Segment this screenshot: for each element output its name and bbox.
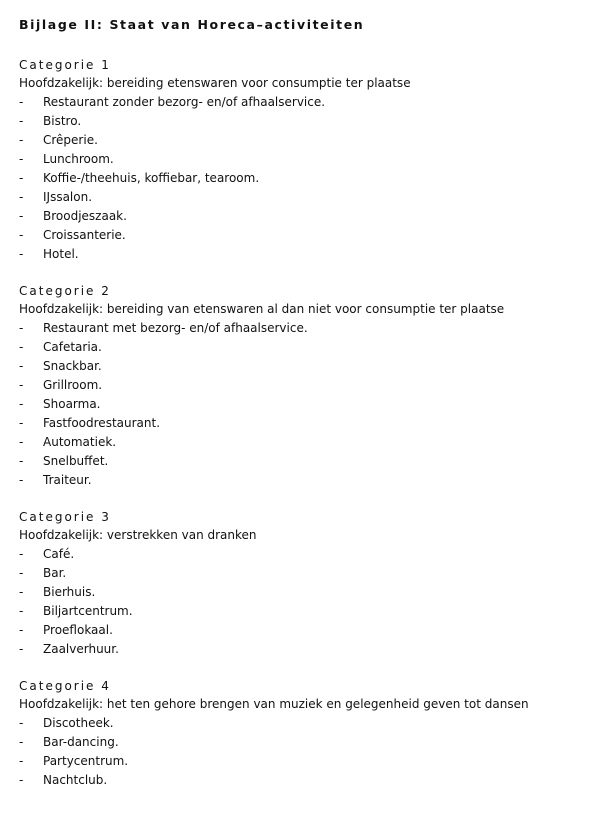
list-item <box>19 414 589 433</box>
list-item-text: Snelbuffet. <box>43 454 109 468</box>
list-item <box>19 150 589 169</box>
list-item-text: Bistro. <box>43 114 82 128</box>
list-item <box>19 433 589 452</box>
bullet-dash: - <box>19 642 24 656</box>
bullet-dash: - <box>19 190 24 204</box>
list-item-text: Hotel. <box>43 247 79 261</box>
bullet-dash: - <box>19 152 24 166</box>
category-2 <box>19 282 589 490</box>
list-item <box>19 319 589 338</box>
category-heading: Categorie 3 <box>19 510 111 524</box>
bullet-dash: - <box>19 754 24 768</box>
category-1 <box>19 56 589 264</box>
category-heading: Categorie 1 <box>19 58 111 72</box>
bullet-dash: - <box>19 95 24 109</box>
list-item <box>19 471 589 490</box>
list-item-text: Traiteur. <box>43 473 92 487</box>
bullet-dash: - <box>19 114 24 128</box>
list-item <box>19 733 589 752</box>
bullet-dash: - <box>19 378 24 392</box>
list-item-text: Snackbar. <box>43 359 102 373</box>
list-item <box>19 338 589 357</box>
bullet-dash: - <box>19 321 24 335</box>
list-item-text: IJssalon. <box>43 190 93 204</box>
category-3 <box>19 508 589 659</box>
list-item-text: Shoarma. <box>43 397 101 411</box>
list-item-text: Cafetaria. <box>43 340 102 354</box>
bullet-dash: - <box>19 133 24 147</box>
list-item <box>19 714 589 733</box>
list-item-text: Fastfoodrestaurant. <box>43 416 161 430</box>
list-item-text: Lunchroom. <box>43 152 114 166</box>
bullet-dash: - <box>19 623 24 637</box>
category-heading: Categorie 2 <box>19 284 111 298</box>
bullet-dash: - <box>19 547 24 561</box>
bullet-dash: - <box>19 473 24 487</box>
bullet-dash: - <box>19 171 24 185</box>
list-item-text: Bierhuis. <box>43 585 96 599</box>
bullet-dash: - <box>19 604 24 618</box>
list-item <box>19 545 589 564</box>
list-item <box>19 395 589 414</box>
category-4 <box>19 677 589 790</box>
category-item-list <box>19 714 589 790</box>
bullet-dash: - <box>19 340 24 354</box>
list-item <box>19 452 589 471</box>
bullet-dash: - <box>19 585 24 599</box>
list-item <box>19 583 589 602</box>
category-description: Hoofdzakelijk: het ten gehore brengen van muziek en gelegenheid geven tot dansen <box>19 697 529 711</box>
list-item <box>19 602 589 621</box>
bullet-dash: - <box>19 416 24 430</box>
category-heading: Categorie 4 <box>19 679 111 693</box>
list-item <box>19 226 589 245</box>
list-item-text: Restaurant zonder bezorg- en/of afhaalservice. <box>43 95 326 109</box>
bullet-dash: - <box>19 228 24 242</box>
bullet-dash: - <box>19 247 24 261</box>
list-item <box>19 621 589 640</box>
bullet-dash: - <box>19 435 24 449</box>
list-item <box>19 131 589 150</box>
list-item <box>19 245 589 264</box>
category-item-list <box>19 545 589 659</box>
list-item-text: Bar-dancing. <box>43 735 119 749</box>
category-description: Hoofdzakelijk: verstrekken van dranken <box>19 528 257 542</box>
list-item-text: Automatiek. <box>43 435 117 449</box>
list-item <box>19 169 589 188</box>
list-item-text: Partycentrum. <box>43 754 129 768</box>
list-item-text: Koffie-/theehuis, koffiebar, tearoom. <box>43 171 260 185</box>
bullet-dash: - <box>19 454 24 468</box>
list-item <box>19 112 589 131</box>
list-item-text: Bar. <box>43 566 67 580</box>
list-item <box>19 640 589 659</box>
list-item <box>19 357 589 376</box>
list-item-text: Restaurant met bezorg- en/of afhaalservice. <box>43 321 308 335</box>
list-item-text: Crêperie. <box>43 133 98 147</box>
list-item-text: Discotheek. <box>43 716 114 730</box>
bullet-dash: - <box>19 716 24 730</box>
list-item <box>19 188 589 207</box>
list-item-text: Café. <box>43 547 75 561</box>
list-item <box>19 752 589 771</box>
list-item <box>19 376 589 395</box>
list-item <box>19 564 589 583</box>
list-item-text: Nachtclub. <box>43 773 108 787</box>
bullet-dash: - <box>19 359 24 373</box>
list-item <box>19 93 589 112</box>
document-title: Bijlage II: Staat van Horeca–activiteiten <box>19 17 365 32</box>
list-item <box>19 771 589 790</box>
list-item-text: Zaalverhuur. <box>43 642 119 656</box>
list-item-text: Grillroom. <box>43 378 103 392</box>
category-description: Hoofdzakelijk: bereiding van etenswaren al dan niet voor consumptie ter plaatse <box>19 302 505 316</box>
bullet-dash: - <box>19 566 24 580</box>
bullet-dash: - <box>19 735 24 749</box>
bullet-dash: - <box>19 209 24 223</box>
category-item-list <box>19 319 589 490</box>
list-item-text: Broodjeszaak. <box>43 209 127 223</box>
list-item-text: Croissanterie. <box>43 228 126 242</box>
category-description: Hoofdzakelijk: bereiding etenswaren voor consumptie ter plaatse <box>19 76 411 90</box>
category-item-list <box>19 93 589 264</box>
list-item-text: Biljartcentrum. <box>43 604 133 618</box>
list-item-text: Proeflokaal. <box>43 623 113 637</box>
document-page <box>19 16 589 808</box>
bullet-dash: - <box>19 773 24 787</box>
bullet-dash: - <box>19 397 24 411</box>
list-item <box>19 207 589 226</box>
